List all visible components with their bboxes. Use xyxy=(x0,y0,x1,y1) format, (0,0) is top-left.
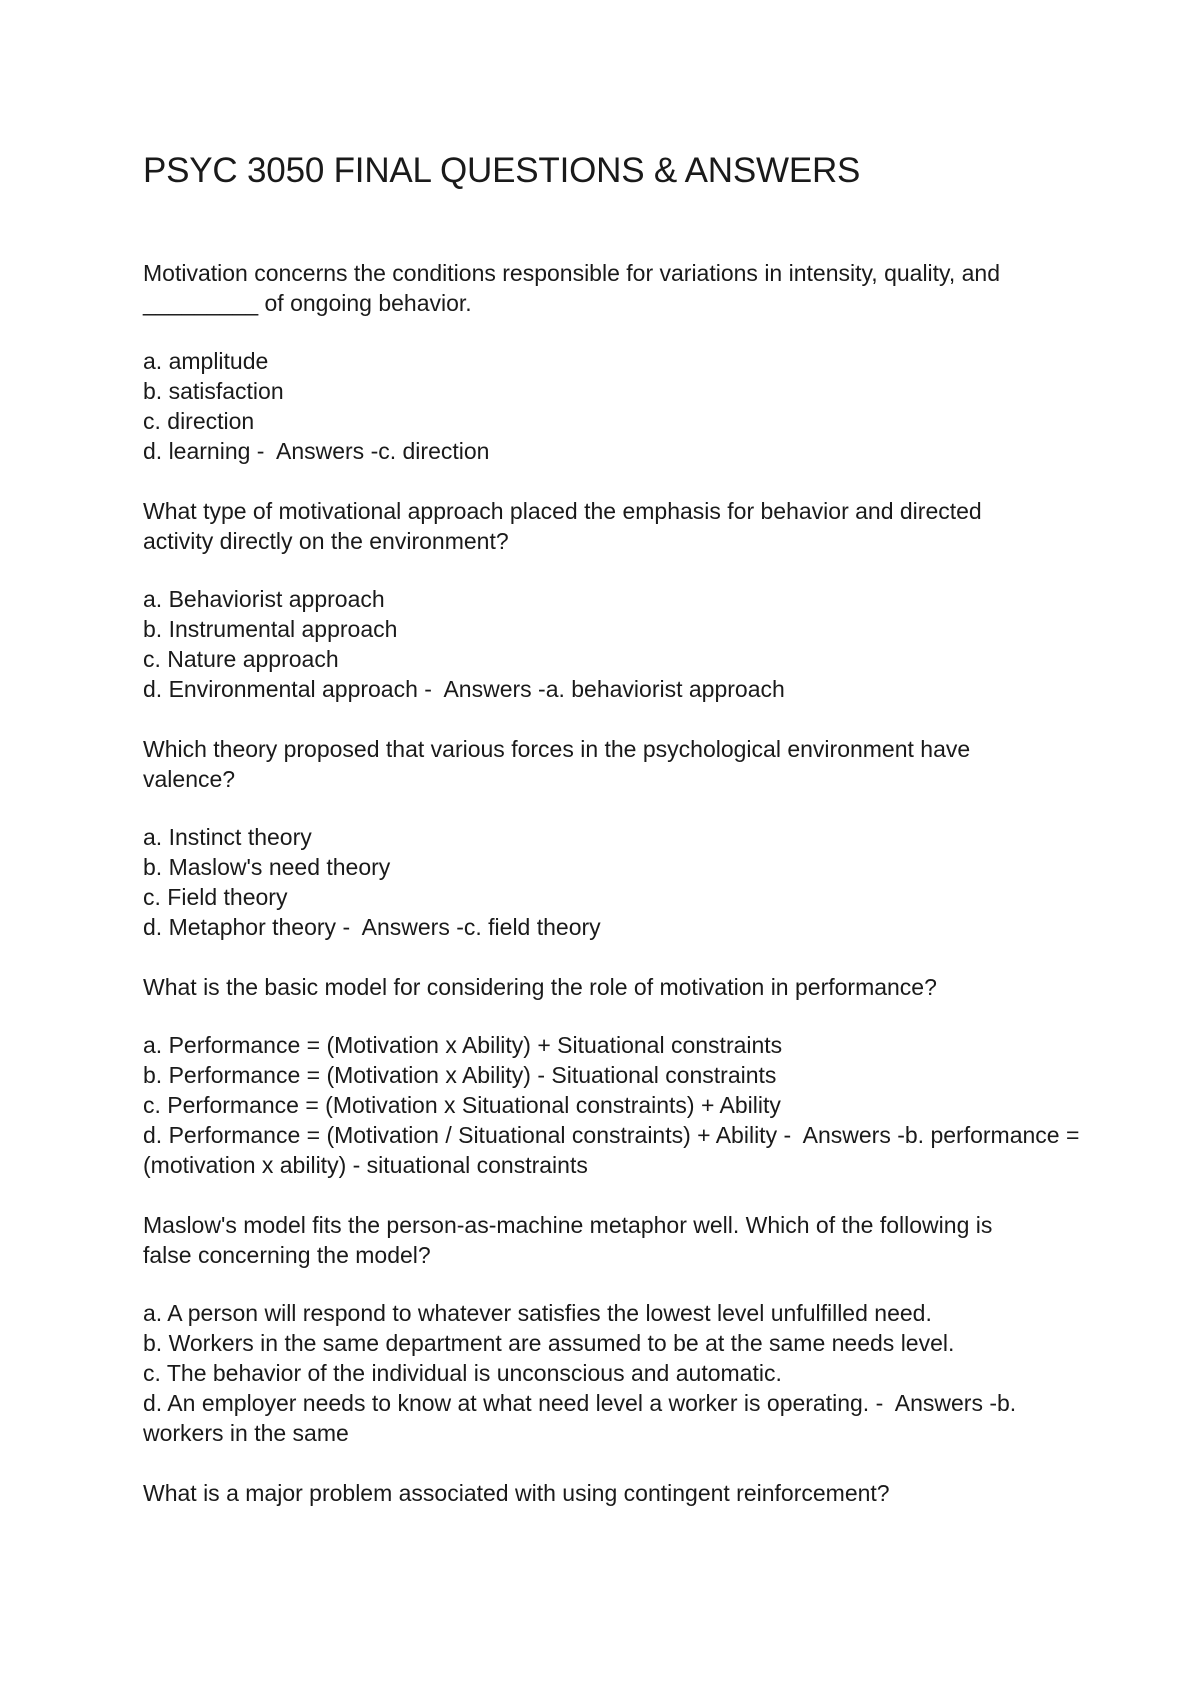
option-list xyxy=(143,1298,1083,1448)
option-text: d. learning xyxy=(143,438,251,464)
question-text: What type of motivational approach placed the emphasis for behavior and directed activity directly on the environment? xyxy=(143,498,982,554)
option-item: a. A person will respond to whatever satisfies the lowest level unfulfilled need. xyxy=(143,1300,932,1326)
option-item-with-answer: d. An employer needs to know at what need level a worker is operating. - Answers -b. workers in the same xyxy=(143,1390,1017,1446)
option-item: b. Maslow's need theory xyxy=(143,854,391,880)
option-item: a. amplitude xyxy=(143,348,269,374)
option-item: c. Field theory xyxy=(143,884,288,910)
question-text: Maslow's model fits the person-as-machine metaphor well. Which of the following is false concerning the model? xyxy=(143,1212,993,1268)
option-text: d. Performance = (Motivation / Situational constraints) + Ability xyxy=(143,1122,778,1148)
answer-text: Answers -a. behaviorist approach xyxy=(443,676,785,702)
option-list xyxy=(143,1030,1083,1180)
option-item-with-answer: d. learning - Answers -c. direction xyxy=(143,438,490,464)
option-item: a. Performance = (Motivation x Ability) + Situational constraints xyxy=(143,1032,783,1058)
question-text: What is the basic model for considering the role of motivation in performance? xyxy=(143,974,937,1000)
option-text: d. An employer needs to know at what need level a worker is operating. xyxy=(143,1390,870,1416)
question-block-5 xyxy=(143,1210,1083,1448)
option-text: d. Metaphor theory xyxy=(143,914,337,940)
option-item: c. direction xyxy=(143,408,255,434)
option-item: b. Performance = (Motivation x Ability) - Situational constraints xyxy=(143,1062,777,1088)
option-item: b. Workers in the same department are assumed to be at the same needs level. xyxy=(143,1330,955,1356)
option-item: a. Behaviorist approach xyxy=(143,586,385,612)
option-list xyxy=(143,346,1083,466)
answer-text: Answers -c. field theory xyxy=(361,914,601,940)
answer-text: Answers -c. direction xyxy=(275,438,490,464)
option-item-with-answer: d. Environmental approach - Answers -a. behaviorist approach xyxy=(143,676,785,702)
option-list xyxy=(143,584,1083,704)
option-item: b. Instrumental approach xyxy=(143,616,398,642)
question-text: What is a major problem associated with using contingent reinforcement? xyxy=(143,1480,890,1506)
question-block-4 xyxy=(143,972,1083,1180)
answer-text: Answers -b. performance = (motivation x ability) - situational constraints xyxy=(143,1122,1080,1178)
document-title: PSYC 3050 FINAL QUESTIONS & ANSWERS xyxy=(143,151,861,190)
option-item: c. Performance = (Motivation x Situational constraints) + Ability xyxy=(143,1092,781,1118)
document-content xyxy=(143,150,1083,1538)
question-block-3 xyxy=(143,734,1083,942)
question-block-6 xyxy=(143,1478,1083,1508)
answer-text: Answers -b. workers in the same xyxy=(143,1390,1017,1446)
option-item: c. The behavior of the individual is unconscious and automatic. xyxy=(143,1360,782,1386)
option-item: a. Instinct theory xyxy=(143,824,312,850)
question-block-1 xyxy=(143,258,1083,466)
option-item: c. Nature approach xyxy=(143,646,339,672)
option-item-with-answer: d. Metaphor theory - Answers -c. field theory xyxy=(143,914,601,940)
option-item-with-answer: d. Performance = (Motivation / Situational constraints) + Ability - Answers -b. performance = (motivation x ability) - situational constraints xyxy=(143,1122,1080,1178)
question-text: Which theory proposed that various forces in the psychological environment have valence? xyxy=(143,736,971,792)
option-text: d. Environmental approach xyxy=(143,676,418,702)
question-text: Motivation concerns the conditions responsible for variations in intensity, quality, and _________ of ongoing behavior. xyxy=(143,260,1000,316)
option-item: b. satisfaction xyxy=(143,378,284,404)
option-list xyxy=(143,822,1083,942)
question-block-2 xyxy=(143,496,1083,704)
